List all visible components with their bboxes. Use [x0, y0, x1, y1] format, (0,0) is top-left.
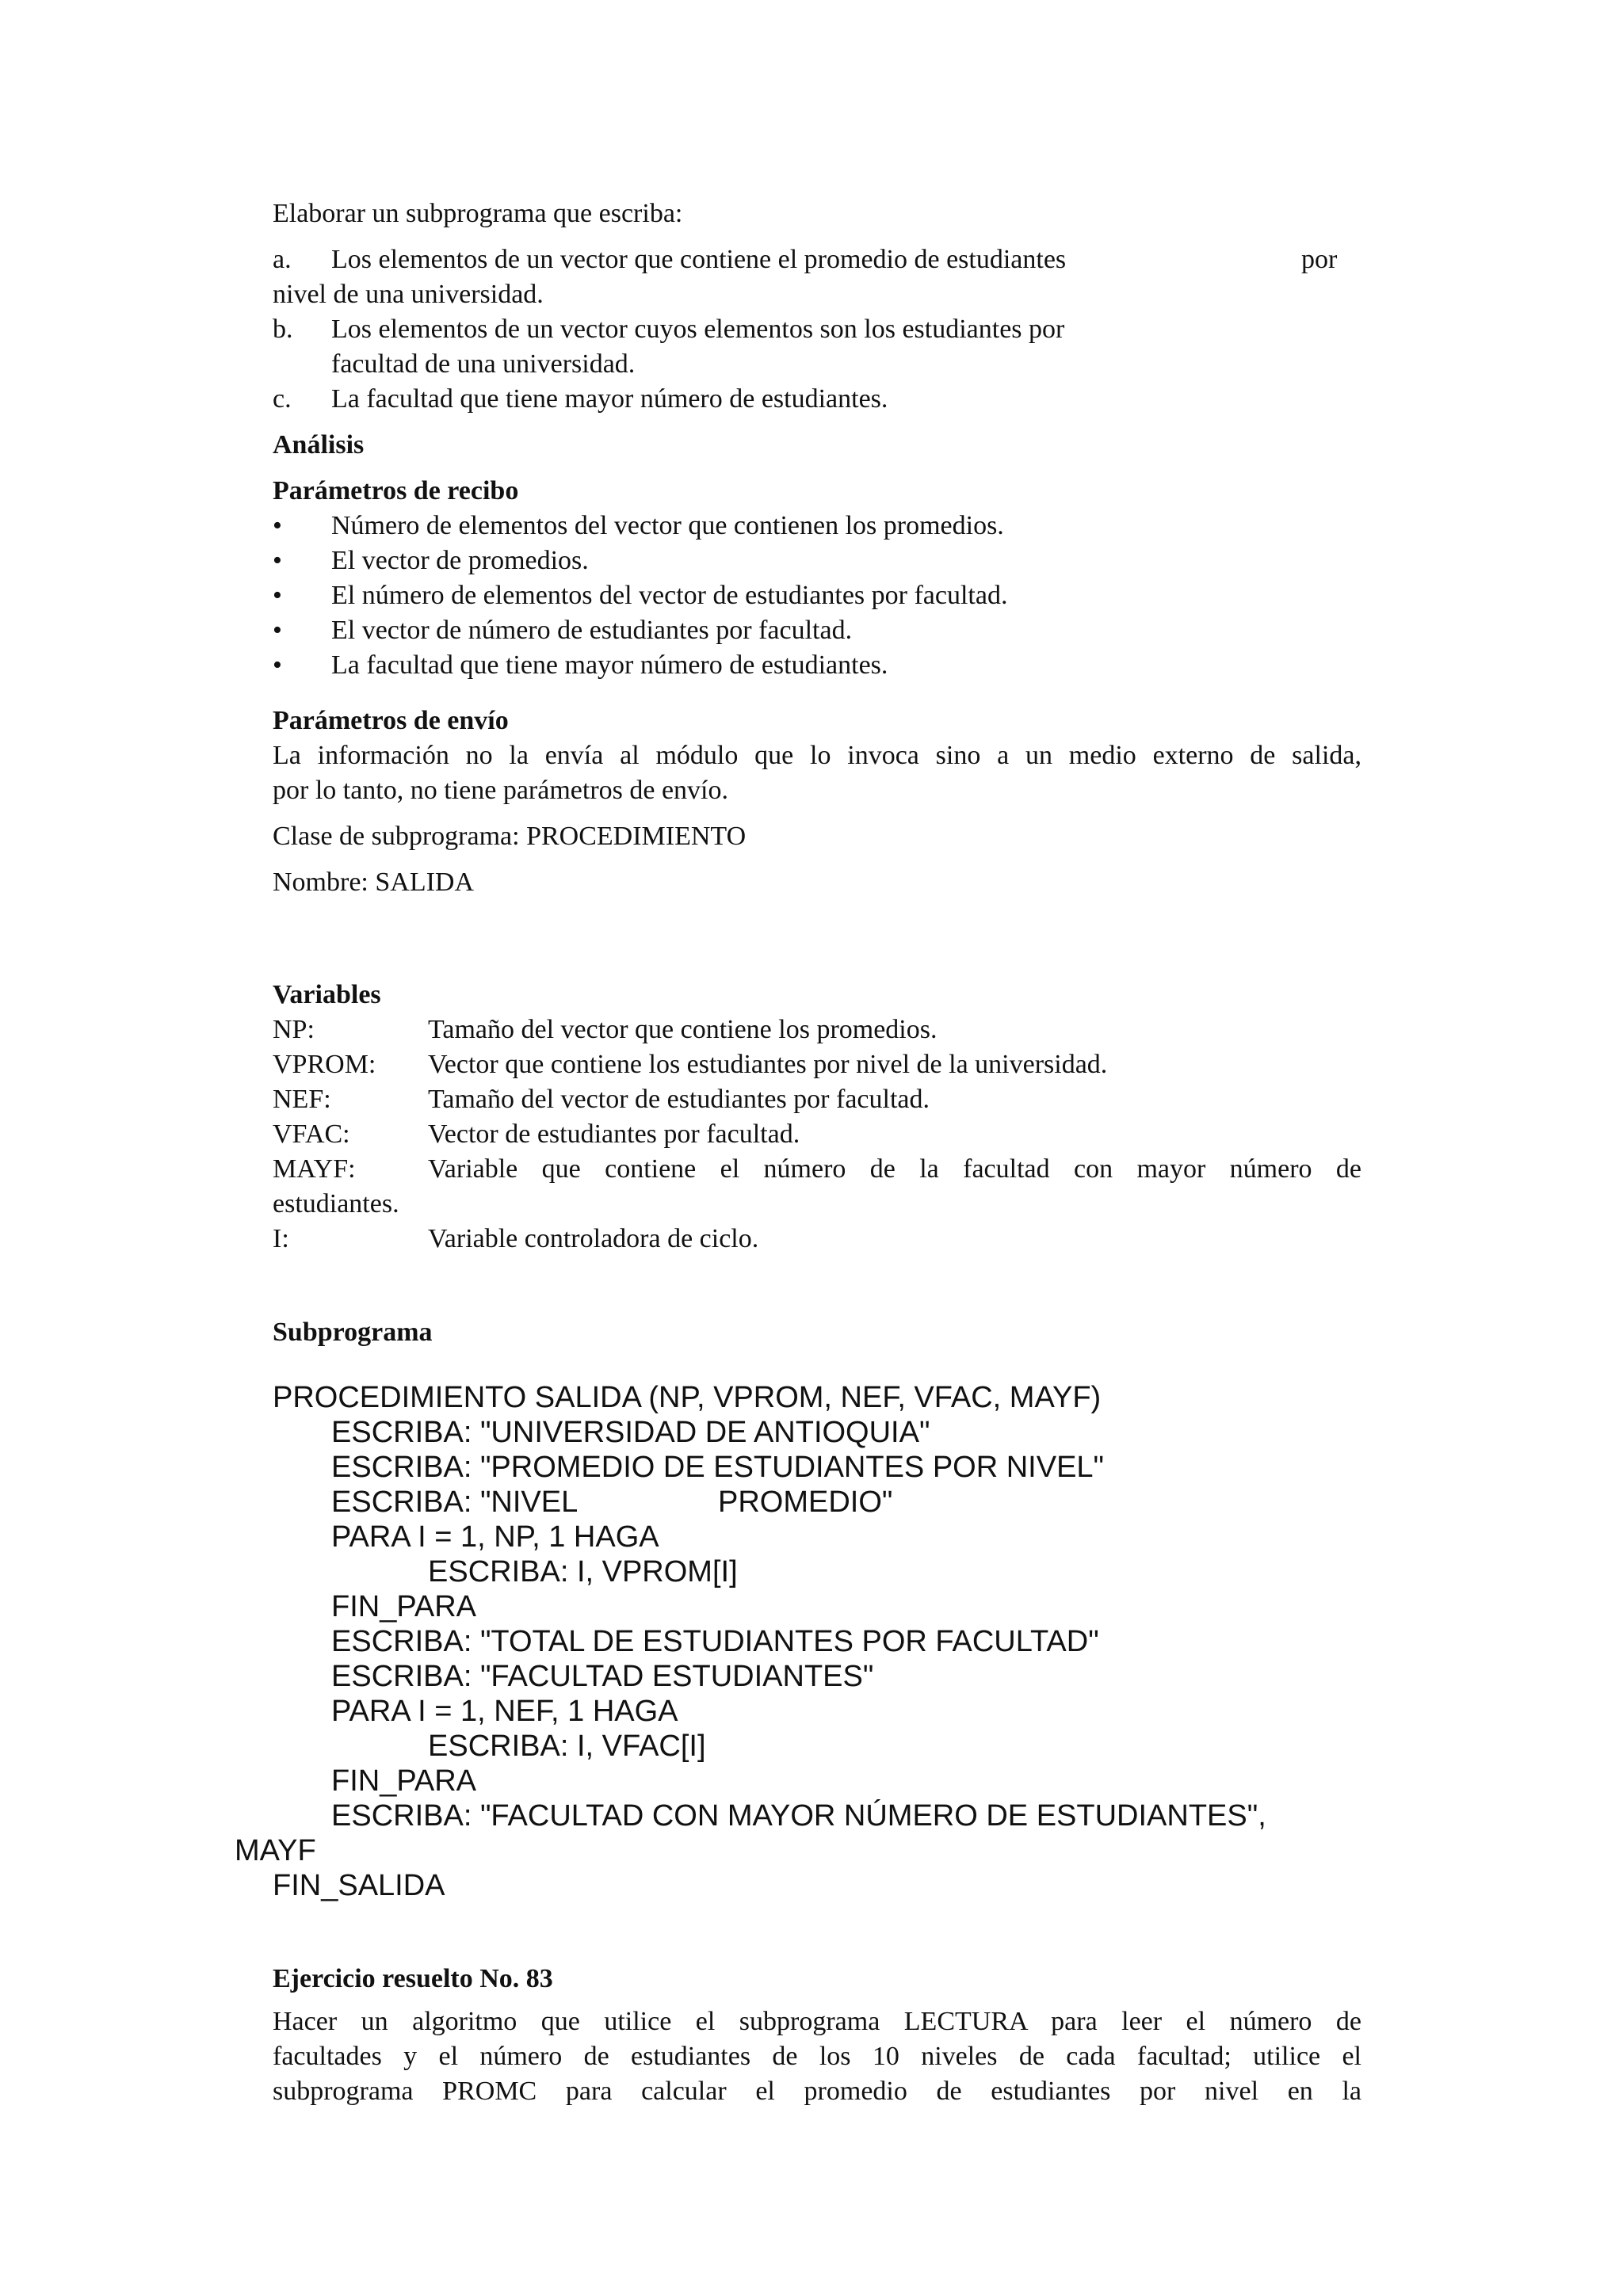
send-params-text-line1: La información no la envía al módulo que lo invoca sino a un medio externo de salida,	[273, 741, 1361, 770]
bullet-icon	[273, 509, 282, 543]
subprogram-name: Nombre: SALIDA	[273, 868, 475, 897]
code-line: ESCRIBA: "PROMEDIO DE ESTUDIANTES POR NIVEL"	[331, 1451, 1105, 1484]
variable-name: MAYF:	[273, 1154, 356, 1184]
item-text-c: La facultad que tiene mayor número de estudiantes.	[331, 384, 888, 414]
exercise-text-line: subprograma PROMC para calcular el promedio de estudiantes por nivel en la	[273, 2077, 1361, 2106]
code-line: ESCRIBA: "FACULTAD ESTUDIANTES"	[331, 1660, 874, 1693]
code-line: ESCRIBA: I, VFAC[I]	[428, 1730, 706, 1763]
code-line: MAYF	[235, 1834, 316, 1867]
analysis-heading: Análisis	[273, 430, 365, 460]
variable-desc: Variable que contiene el número de la facultad con mayor número de	[428, 1154, 1361, 1184]
send-params-heading: Parámetros de envío	[273, 706, 509, 735]
receive-param-item: El número de elementos del vector de estudiantes por facultad.	[331, 581, 1008, 610]
variable-desc-cont: estudiantes.	[273, 1189, 399, 1219]
bullet-icon	[273, 578, 282, 613]
variables-heading: Variables	[273, 980, 381, 1009]
variable-desc: Tamaño del vector de estudiantes por facultad.	[428, 1085, 930, 1114]
receive-param-item: Número de elementos del vector que contienen los promedios.	[331, 511, 1004, 540]
item-marker-a: a.	[273, 245, 292, 274]
subprogram-heading: Subprograma	[273, 1318, 433, 1347]
variable-desc: Vector que contiene los estudiantes por nivel de la universidad.	[428, 1050, 1108, 1079]
code-line: ESCRIBA: "NIVEL	[331, 1486, 579, 1519]
variable-name: I:	[273, 1224, 289, 1253]
receive-param-item: La facultad que tiene mayor número de estudiantes.	[331, 650, 888, 680]
intro-text: Elaborar un subprograma que escriba:	[273, 199, 683, 228]
receive-params-heading: Parámetros de recibo	[273, 476, 519, 505]
code-line: ESCRIBA: "FACULTAD CON MAYOR NÚMERO DE ESTUDIANTES",	[331, 1799, 1266, 1833]
exercise-text-line: facultades y el número de estudiantes de los 10 niveles de cada facultad; utilice el	[273, 2042, 1361, 2071]
bullet-icon	[273, 648, 282, 683]
item-cont-a: nivel de una universidad.	[273, 280, 544, 309]
item-cont-b: facultad de una universidad.	[331, 349, 636, 379]
variable-desc: Vector de estudiantes por facultad.	[428, 1119, 800, 1149]
code-line: PROMEDIO"	[718, 1486, 893, 1519]
code-line: FIN_PARA	[331, 1590, 477, 1623]
bullet-icon	[273, 613, 282, 648]
code-line: ESCRIBA: "TOTAL DE ESTUDIANTES POR FACULTAD"	[331, 1625, 1099, 1658]
variable-desc: Tamaño del vector que contiene los promedios.	[428, 1015, 938, 1044]
item-tail-a: por	[1301, 245, 1338, 274]
variable-name: VFAC:	[273, 1119, 350, 1149]
code-line: PARA I = 1, NEF, 1 HAGA	[331, 1695, 678, 1728]
item-marker-c: c.	[273, 384, 292, 414]
bullet-icon	[273, 543, 282, 578]
exercise-heading: Ejercicio resuelto No. 83	[273, 1964, 553, 1993]
send-params-text-line2: por lo tanto, no tiene parámetros de envío.	[273, 776, 728, 805]
code-line: ESCRIBA: I, VPROM[I]	[428, 1555, 738, 1589]
receive-param-item: El vector de número de estudiantes por facultad.	[331, 616, 853, 645]
code-line: FIN_PARA	[331, 1764, 477, 1798]
variable-name: VPROM:	[273, 1050, 376, 1079]
code-line: PARA I = 1, NP, 1 HAGA	[331, 1520, 659, 1554]
item-marker-b: b.	[273, 315, 293, 344]
code-line: FIN_SALIDA	[273, 1869, 445, 1902]
code-line: ESCRIBA: "UNIVERSIDAD DE ANTIOQUIA"	[331, 1416, 930, 1449]
variable-name: NP:	[273, 1015, 315, 1044]
variable-desc: Variable controladora de ciclo.	[428, 1224, 759, 1253]
code-line: PROCEDIMIENTO SALIDA (NP, VPROM, NEF, VFAC, MAYF)	[273, 1381, 1102, 1414]
item-text-a: Los elementos de un vector que contiene el promedio de estudiantes	[331, 245, 1067, 274]
exercise-text-line: Hacer un algoritmo que utilice el subprograma LECTURA para leer el número de	[273, 2007, 1361, 2036]
variable-name: NEF:	[273, 1085, 331, 1114]
receive-param-item: El vector de promedios.	[331, 546, 589, 575]
subprogram-class: Clase de subprograma: PROCEDIMIENTO	[273, 822, 747, 851]
item-text-b: Los elementos de un vector cuyos elementos son los estudiantes por	[331, 315, 1065, 344]
